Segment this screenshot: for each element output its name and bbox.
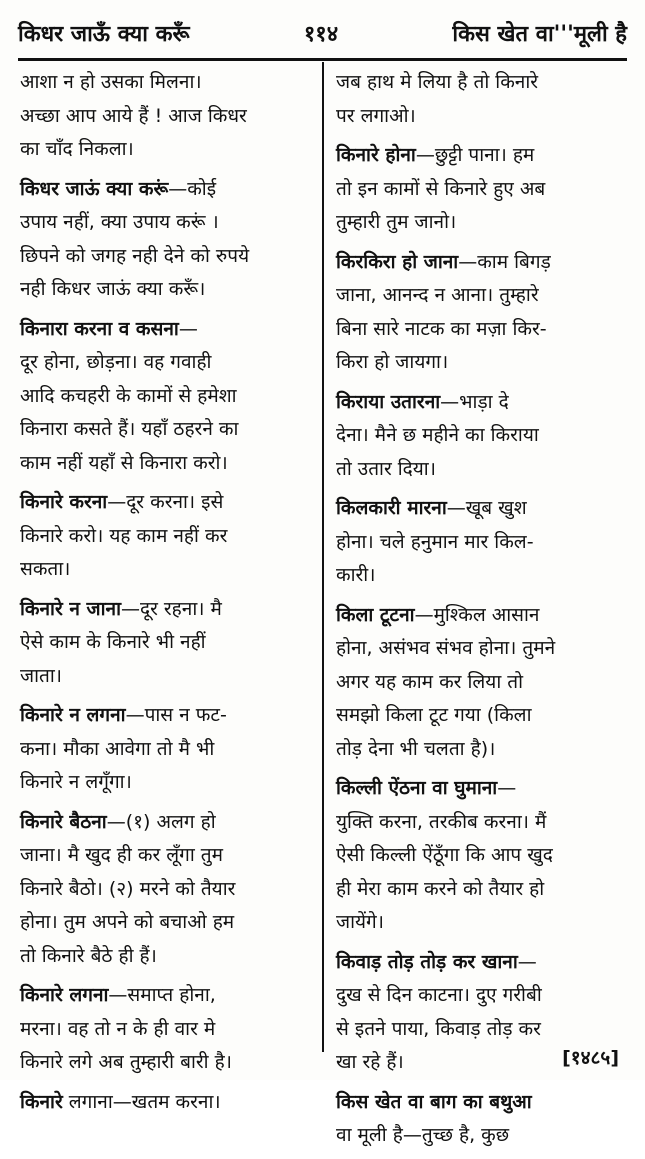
left-column xyxy=(20,66,314,1125)
entry-line xyxy=(20,699,314,733)
header-page-number: ११४ xyxy=(303,22,339,47)
header-rule xyxy=(18,58,627,61)
entry-line xyxy=(20,173,314,207)
entry-headword: किनारे करना xyxy=(20,491,108,513)
entry-text: किरा हो जायगा। xyxy=(336,351,449,373)
entry-text: समझो किला टूट गया (किला xyxy=(336,704,532,726)
column-divider xyxy=(322,62,324,1052)
right-column xyxy=(336,66,626,1159)
entry-line xyxy=(336,806,626,840)
entry-text: जब हाथ मे लिया है तो किनारे xyxy=(336,71,539,93)
entry-text: ऐसे काम के किनारे भी नहीं xyxy=(20,631,206,653)
entry-text: किनारे लगे अब तुम्हारी बारी है। xyxy=(20,1051,232,1073)
entry-text: होना, असंभव संभव होना। तुमने xyxy=(336,637,556,659)
entry-line xyxy=(336,313,626,347)
entry-line xyxy=(20,66,314,100)
entry-text: उपाय नहीं, क्या उपाय करूं । xyxy=(20,211,219,233)
entry-headword: किराया उतारना xyxy=(336,390,441,413)
dictionary-entry xyxy=(20,979,314,1080)
entry-line xyxy=(336,946,626,980)
entry-text: किनारे न लगूँगा। xyxy=(20,771,132,793)
entry-line xyxy=(20,839,314,873)
entry-line xyxy=(336,66,626,100)
entry-line xyxy=(336,279,626,313)
entry-line xyxy=(20,100,314,134)
entry-headword: किस खेत वा बाग का बथुआ xyxy=(336,1090,532,1113)
dictionary-entry xyxy=(336,772,626,940)
dictionary-entry xyxy=(20,66,314,167)
entry-text: तुम्हारी तुम जानो। xyxy=(336,211,457,233)
entry-text: ही मेरा काम करने को तैयार हो xyxy=(336,877,545,900)
entry-text: —दूर करना। इसे xyxy=(107,491,224,513)
entry-text: — xyxy=(497,777,517,799)
entry-text: जाना। मै खुद ही कर लूँगा तुम xyxy=(20,844,223,866)
entry-line xyxy=(20,346,314,380)
entry-text: —दूर रहना। मै xyxy=(121,597,222,620)
entry-line xyxy=(20,626,314,660)
entry-text: —भाड़ा दे xyxy=(440,390,509,413)
entry-text: कना। मौका आवेगा तो मै भी xyxy=(20,737,215,760)
entry-headword: किनारे बैठना xyxy=(20,810,107,833)
entry-line xyxy=(336,386,626,420)
entry-headword: किला टूटना xyxy=(336,603,415,626)
entry-text: काम नहीं यहाँ से किनारा करो। xyxy=(20,451,228,474)
entry-text: आशा न हो उसका मिलना। xyxy=(20,71,202,93)
entry-line xyxy=(336,1119,626,1153)
entry-text: अच्छा आप आये हैं ! आज किधर xyxy=(20,104,247,127)
dictionary-entry xyxy=(336,66,626,133)
entry-line xyxy=(20,1046,314,1080)
entry-line xyxy=(336,139,626,173)
entry-text: —खूब खुश xyxy=(446,497,527,519)
entry-text: — xyxy=(517,950,537,973)
entry-line xyxy=(336,346,626,380)
entry-headword: किनारे न लगना xyxy=(20,704,126,726)
entry-line xyxy=(20,206,314,240)
entry-text: से इतने पाया, किवाड़ तोड़ कर xyxy=(336,1017,541,1040)
entry-text: किनारे करो। यह काम नहीं कर xyxy=(20,524,228,547)
entry-line xyxy=(20,1013,314,1047)
dictionary-entry xyxy=(20,593,314,694)
entry-line xyxy=(336,419,626,453)
entry-text: कारी। xyxy=(336,564,376,586)
entry-headword: किवाड़ तोड़ तोड़ कर खाना xyxy=(336,950,518,973)
entry-line xyxy=(20,273,314,307)
entry-text: होना। चले हनुमान मार किल- xyxy=(336,530,534,553)
entry-text: तो इन कामों से किनारे हुए अब xyxy=(336,177,546,200)
entry-line xyxy=(20,766,314,800)
entry-text: मरना। वह तो न के ही वार मे xyxy=(20,1017,216,1040)
footer-page-number: [१४८५] xyxy=(562,1047,619,1069)
entry-line xyxy=(336,733,626,767)
entry-line xyxy=(20,133,314,167)
entry-headword: किल्ली ऐंठना वा घुमाना xyxy=(336,777,498,799)
dictionary-entry xyxy=(336,246,626,380)
entry-headword: किनारे xyxy=(20,1090,63,1113)
entry-text: युक्ति करना, तरकीब करना। मैं xyxy=(336,810,547,833)
entry-line xyxy=(20,553,314,587)
entry-line xyxy=(336,979,626,1013)
entry-text: —(१) अलग हो xyxy=(106,810,216,833)
entry-text: होना। तुम अपने को बचाओ हम xyxy=(20,911,235,933)
entry-headword: किनारा करना व कसना xyxy=(20,317,179,340)
entry-line xyxy=(20,447,314,481)
entry-line xyxy=(336,206,626,240)
entry-line xyxy=(336,100,626,134)
entry-line xyxy=(336,173,626,207)
entry-text: खा रहे हैं। xyxy=(336,1051,404,1073)
entry-headword: किरकिरा हो जाना xyxy=(336,250,459,273)
dictionary-entry xyxy=(20,699,314,800)
entry-line xyxy=(336,246,626,280)
entry-line xyxy=(20,313,314,347)
dictionary-entry xyxy=(20,486,314,587)
entry-text: देना। मैने छ महीने का किराया xyxy=(336,424,539,446)
entry-text: सकता। xyxy=(20,558,71,580)
entry-text: तो किनारे बैठे ही हैं। xyxy=(20,944,157,967)
dictionary-entry xyxy=(20,806,314,974)
entry-line xyxy=(336,1013,626,1047)
entry-line xyxy=(336,632,626,666)
entry-line xyxy=(20,660,314,694)
entry-text: लगाना—खतम करना। xyxy=(62,1090,221,1113)
entry-text: छिपने को जगह नही देने को रुपये xyxy=(20,244,250,267)
entry-text: — xyxy=(178,317,198,340)
entry-text: किनारा कसते हैं। यहाँ ठहरने का xyxy=(20,418,239,440)
header-left-guideword: किधर जाऊँ क्या करूँ xyxy=(18,22,190,47)
entry-line xyxy=(336,666,626,700)
entry-text: —काम बिगड़ xyxy=(458,250,551,273)
entry-text: अगर यह काम कर लिया तो xyxy=(336,670,524,693)
dictionary-entry xyxy=(336,492,626,593)
entry-text: पर लगाओ। xyxy=(336,104,416,127)
running-header xyxy=(18,14,627,52)
entry-line xyxy=(336,599,626,633)
entry-line xyxy=(20,940,314,974)
entry-line xyxy=(20,906,314,940)
entry-headword: किधर जाऊं क्या करूं xyxy=(20,177,169,200)
entry-headword: किनारे होना xyxy=(336,144,416,166)
entry-text: ऐसी किल्ली ऐंठूँगा कि आप खुद xyxy=(336,844,553,866)
entry-line xyxy=(336,1086,626,1120)
entry-line xyxy=(20,520,314,554)
entry-text: —मुश्किल आसान xyxy=(414,603,540,626)
entry-text: का चाँद निकला। xyxy=(20,138,134,160)
entry-line xyxy=(20,380,314,414)
entry-line xyxy=(20,486,314,520)
dictionary-entry xyxy=(336,1086,626,1153)
entry-text: आदि कचहरी के कामों से हमेशा xyxy=(20,384,237,407)
entry-text: जायेंगे। xyxy=(336,911,384,933)
entry-line xyxy=(20,413,314,447)
entry-line xyxy=(20,979,314,1013)
entry-headword: किनारे लगना xyxy=(20,984,109,1006)
entry-line xyxy=(336,559,626,593)
entry-line xyxy=(336,839,626,873)
entry-text: वा मूली है—तुच्छ है, कुछ xyxy=(336,1124,510,1146)
entry-line xyxy=(336,492,626,526)
entry-line xyxy=(20,873,314,907)
dictionary-entry xyxy=(336,386,626,487)
entry-headword: किलकारी मारना xyxy=(336,497,447,519)
entry-text: तोड़ देना भी चलता है)। xyxy=(336,737,496,760)
dictionary-entry xyxy=(20,1086,314,1120)
entry-line xyxy=(336,453,626,487)
entry-text: —पास न फट- xyxy=(125,704,227,726)
entry-text: जाना, आनन्द न आना। तुम्हारे xyxy=(336,284,539,306)
header-right-guideword: किस खेत वा'''मूली है xyxy=(452,22,627,47)
dictionary-entry xyxy=(20,313,314,481)
entry-text: नही किधर जाऊं क्या करूँ। xyxy=(20,278,206,300)
entry-text: बिना सारे नाटक का मज़ा किर- xyxy=(336,317,547,340)
entry-text: किनारे बैठो। (२) मरने को तैयार xyxy=(20,877,236,900)
entry-line xyxy=(20,733,314,767)
entry-text: दूर होना, छोड़ना। वह गवाही xyxy=(20,351,212,373)
entry-text: —समाप्त होना, xyxy=(108,984,216,1006)
entry-line xyxy=(20,806,314,840)
dictionary-entry xyxy=(20,173,314,307)
entry-headword: किनारे न जाना xyxy=(20,597,122,620)
entry-line xyxy=(20,1086,314,1120)
entry-text: तो उतार दिया। xyxy=(336,457,436,480)
entry-text: जाता। xyxy=(20,664,62,687)
entry-line xyxy=(336,526,626,560)
dictionary-entry xyxy=(336,599,626,767)
entry-text: दुख से दिन काटना। दुए गरीबी xyxy=(336,984,542,1006)
entry-line xyxy=(336,699,626,733)
entry-line xyxy=(20,593,314,627)
entry-line xyxy=(336,906,626,940)
dictionary-entry xyxy=(336,139,626,240)
entry-line xyxy=(336,772,626,806)
entry-line xyxy=(336,873,626,907)
entry-text: —कोई xyxy=(168,177,217,200)
entry-line xyxy=(20,240,314,274)
entry-text: —छुट्टी पाना। हम xyxy=(415,144,535,166)
